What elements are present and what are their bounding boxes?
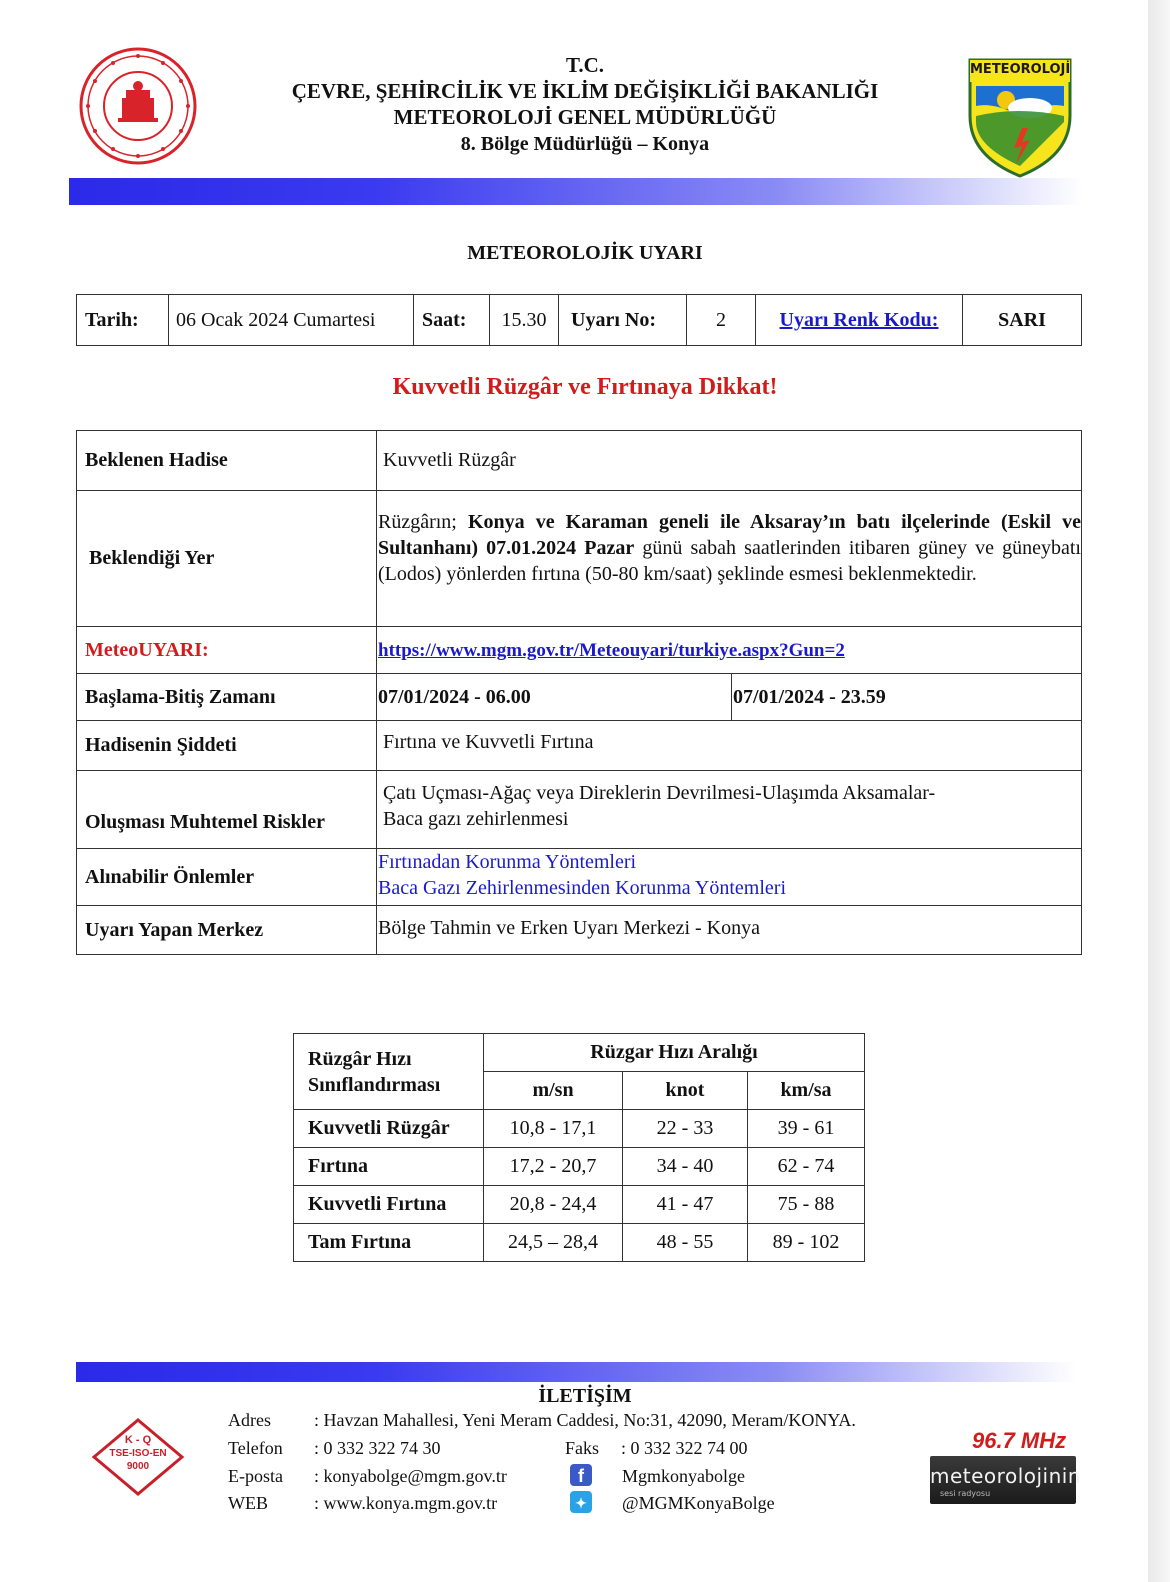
wind-row — [294, 1224, 865, 1262]
meteouyari-link[interactable]: https://www.mgm.gov.tr/Meteouyari/turkiye.aspx?Gun=2 — [378, 639, 845, 661]
wind-row — [294, 1186, 865, 1224]
wind-row-ms: 17,2 - 20,7 — [484, 1148, 623, 1186]
risks-line-2: Baca gazı zehirlenmesi — [383, 807, 569, 830]
document-title: METEOROLOJİK UYARI — [467, 242, 703, 264]
start-end-label: Başlama-Bitiş Zamanı — [77, 674, 377, 721]
expected-place-value — [377, 491, 1082, 627]
email-label: E-posta — [228, 1466, 283, 1486]
unit-knot-header: knot — [623, 1072, 748, 1110]
header-tc: T.C. — [565, 53, 605, 77]
email-value: : konyabolge@mgm.gov.tr — [314, 1466, 507, 1486]
time-label: Saat: — [414, 295, 490, 346]
address-value: : Havzan Mahallesi, Yeni Meram Caddesi, No:31, 42090, Meram/KONYA. — [314, 1410, 856, 1430]
center-label: Uyarı Yapan Merkez — [77, 906, 377, 955]
wind-row-name: Kuvvetli Rüzgâr — [294, 1110, 484, 1148]
expected-event-value: Kuvvetli Rüzgâr — [377, 431, 1082, 491]
address-label: Adres — [228, 1410, 271, 1430]
wind-row — [294, 1148, 865, 1186]
wind-range-header: Rüzgar Hızı Aralığı — [484, 1034, 865, 1072]
phone-label: Telefon — [228, 1438, 283, 1458]
radio-logo-sub: sesi radyosu — [940, 1489, 991, 1498]
warning-info-table — [76, 294, 1082, 346]
expected-place-label: Beklendiği Yer — [77, 491, 377, 627]
wind-row-kmh: 39 - 61 — [748, 1110, 865, 1148]
footer-gradient-bar — [76, 1362, 1076, 1382]
meteorology-shield-logo — [966, 56, 1074, 178]
measures-link-chimney-gas[interactable]: Baca Gazı Zehirlenmesinden Korunma Yöntemleri — [378, 877, 786, 899]
warning-no-label: Uyarı No: — [559, 295, 687, 346]
wind-row-kmh: 62 - 74 — [748, 1148, 865, 1186]
place-text-intro: Rüzgârın; — [378, 510, 468, 533]
unit-kmh-header: km/sa — [748, 1072, 865, 1110]
measures-value — [377, 849, 1082, 906]
end-time-value: 07/01/2024 - 23.59 — [732, 674, 1082, 721]
meteouyari-link-cell — [377, 627, 1082, 674]
wind-row-ms: 20,8 - 24,4 — [484, 1186, 623, 1224]
web-label: WEB — [228, 1493, 268, 1513]
color-code-link[interactable]: Uyarı Renk Kodu: — [779, 308, 939, 331]
wind-row-name: Tam Fırtına — [294, 1224, 484, 1262]
measures-label: Alınabilir Önlemler — [77, 849, 377, 906]
radio-logo-name: meteorolojinin — [930, 1464, 1082, 1488]
tse-line-2: TSE-ISO-EN — [109, 1448, 167, 1459]
wind-class-header — [294, 1034, 484, 1110]
meteouyari-label: MeteoUYARI: — [77, 627, 377, 674]
meteorology-logo-label: METEOROLOJİ — [970, 62, 1071, 77]
wind-row-knot: 41 - 47 — [623, 1186, 748, 1224]
page-edge-shadow — [1148, 0, 1170, 1582]
measures-link-storm[interactable]: Fırtınadan Korunma Yöntemleri — [378, 851, 637, 873]
tse-line-3: 9000 — [126, 1461, 150, 1472]
place-text-rest: günü sabah saatlerinden itibaren güney ve güneybatı (Lodos) yönlerden fırtına (50-80 km/saat) şeklinde esmesi beklenmektedir. — [378, 536, 1081, 585]
facebook-icon[interactable]: f — [570, 1464, 592, 1487]
warning-no-value: 2 — [687, 295, 756, 346]
fax-value: : 0 332 322 74 00 — [621, 1438, 748, 1458]
risks-line-1: Çatı Uçması-Ağaç veya Direklerin Devrilmesi-Ulaşımda Aksamalar- — [383, 781, 936, 804]
twitter-icon[interactable]: ✦ — [570, 1491, 592, 1513]
web-value[interactable]: : www.konya.mgm.gov.tr — [314, 1493, 498, 1513]
tse-iso-logo — [92, 1418, 184, 1496]
facebook-handle[interactable]: Mgmkonyabolge — [622, 1466, 745, 1486]
wind-class-header-line1: Rüzgâr Hızı — [308, 1047, 412, 1070]
risks-value — [377, 771, 1082, 849]
time-value: 15.30 — [490, 295, 559, 346]
warning-headline: Kuvvetli Rüzgâr ve Fırtınaya Dikkat! — [392, 374, 778, 400]
twitter-handle[interactable]: @MGMKonyaBolge — [622, 1493, 775, 1513]
wind-row-knot: 34 - 40 — [623, 1148, 748, 1186]
date-value: 06 Ocak 2024 Cumartesi — [169, 295, 414, 346]
header-region: 8. Bölge Müdürlüğü – Konya — [460, 133, 710, 155]
phone-value: : 0 332 322 74 30 — [314, 1438, 441, 1458]
wind-row-ms: 10,8 - 17,1 — [484, 1110, 623, 1148]
tse-line-1: K - Q — [124, 1434, 152, 1446]
wind-row-knot: 22 - 33 — [623, 1110, 748, 1148]
risks-label: Oluşması Muhtemel Riskler — [77, 771, 377, 849]
wind-row-ms: 24,5 – 28,4 — [484, 1224, 623, 1262]
color-code-value: SARI — [963, 295, 1082, 346]
wind-speed-table — [293, 1033, 865, 1262]
start-time-value: 07/01/2024 - 06.00 — [377, 674, 732, 721]
date-label: Tarih: — [77, 295, 169, 346]
wind-row-name: Fırtına — [294, 1148, 484, 1186]
unit-ms-header: m/sn — [484, 1072, 623, 1110]
wind-row-name: Kuvvetli Fırtına — [294, 1186, 484, 1224]
place-text-bold: Konya ve Karaman geneli ile Aksaray’ın batı ilçelerinde (Eskil ve Sultanhanı) 07.01.2024 Pazar — [378, 510, 1081, 559]
wind-row-kmh: 89 - 102 — [748, 1224, 865, 1262]
radio-frequency: 96.7 MHz — [972, 1428, 1067, 1453]
wind-row-knot: 48 - 55 — [623, 1224, 748, 1262]
wind-row-kmh: 75 - 88 — [748, 1186, 865, 1224]
expected-event-label: Beklenen Hadise — [77, 431, 377, 491]
wind-class-header-line2: Sınıflandırması — [308, 1073, 441, 1096]
header-gradient-bar — [69, 178, 1083, 205]
fax-label: Faks — [565, 1438, 600, 1458]
center-value: Bölge Tahmin ve Erken Uyarı Merkezi - Konya — [377, 906, 1082, 955]
header-directorate: METEOROLOJİ GENEL MÜDÜRLÜĞÜ — [393, 105, 777, 129]
warning-details-table — [76, 430, 1082, 955]
header-ministry: ÇEVRE, ŞEHİRCİLİK VE İKLİM DEĞİŞİKLİĞİ BAKANLIĞI — [291, 79, 879, 103]
severity-value: Fırtına ve Kuvvetli Fırtına — [377, 721, 1082, 771]
wind-row — [294, 1110, 865, 1148]
color-code-label-cell — [756, 295, 963, 346]
radio-logo — [930, 1456, 1082, 1504]
contact-title: İLETİŞİM — [538, 1385, 632, 1407]
severity-label: Hadisenin Şiddeti — [77, 721, 377, 771]
